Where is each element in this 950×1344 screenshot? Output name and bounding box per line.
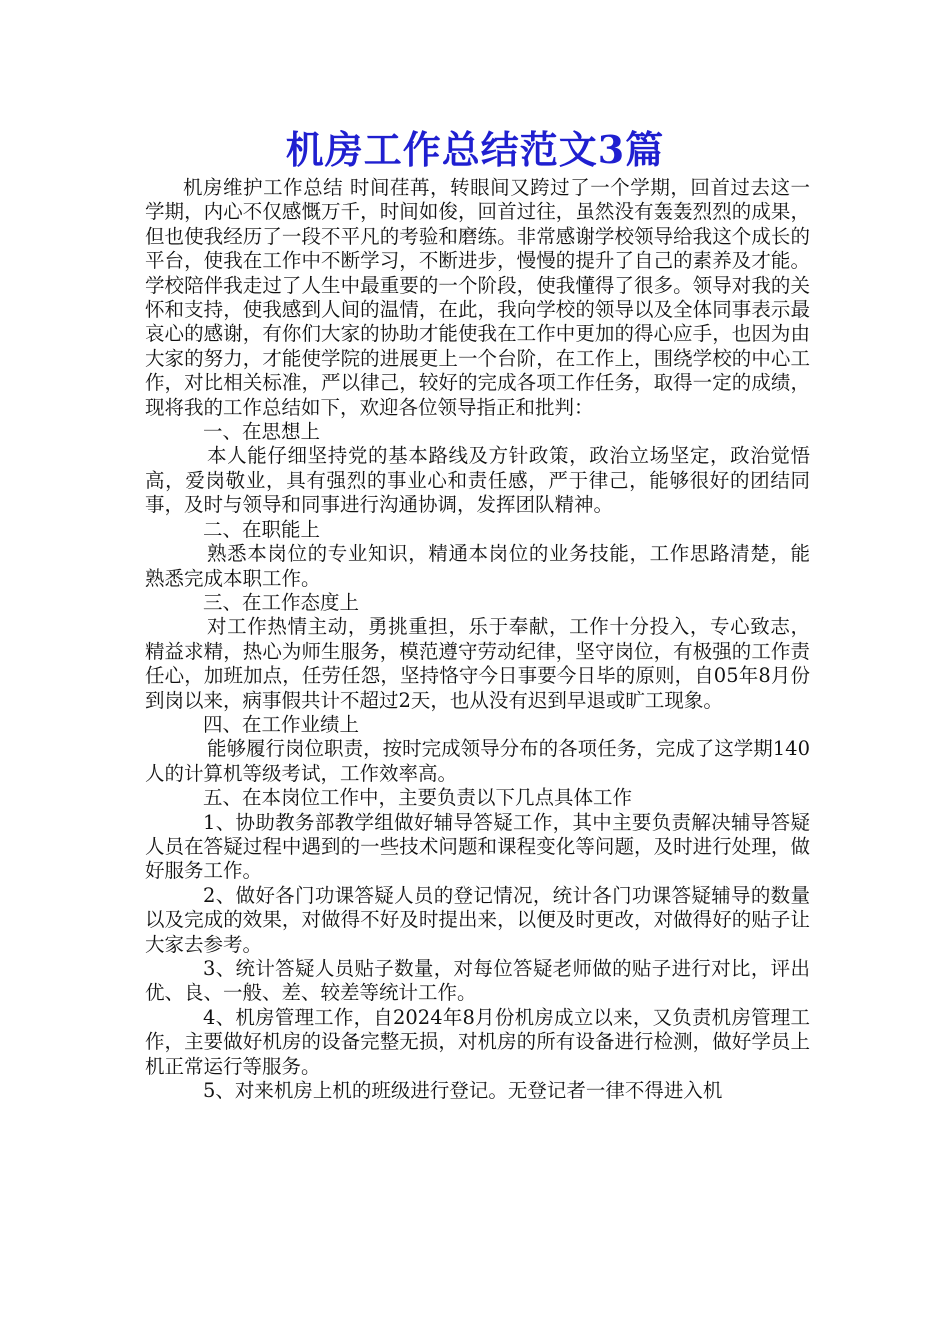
section-heading-thought: 一、在思想上 xyxy=(203,420,321,444)
section-body-attitude: 对工作热情主动，勇挑重担，乐于奉献，工作十分投入，专心致志，精益求精，热心为师生服务，模范遵守劳动纪律，坚守岗位，有极强的工作责任心，加班加点，任劳任怨，坚持恪守今日事要今日毕的原则，自05年8月份到岗以来，病事假共计不超过2天，也从没有迟到早退或旷工现象。 xyxy=(145,615,810,712)
section-body-function: 熟悉本岗位的专业知识，精通本岗位的业务技能，工作思路清楚，能熟悉完成本职工作。 xyxy=(145,542,810,590)
section-heading-duties: 五、在本岗位工作中，主要负责以下几点具体工作 xyxy=(203,786,633,810)
duty-item-5: 5、对来机房上机的班级进行登记。无登记者一律不得进入机 xyxy=(203,1079,723,1103)
duty-item-4: 4、机房管理工作，自2024年8月份机房成立以来，又负责机房管理工作，主要做好机房的设备完整无损，对机房的所有设备进行检测，做好学员上机正常运行等服务。 xyxy=(145,1005,810,1078)
section-heading-performance: 四、在工作业绩上 xyxy=(203,712,360,736)
section-heading-attitude: 三、在工作态度上 xyxy=(203,590,360,614)
duty-item-1: 1、协助教务部教学组做好辅导答疑工作，其中主要负责解决辅导答疑人员在答疑过程中遇到的一些技术问题和课程变化等问题，及时进行处理，做好服务工作。 xyxy=(145,810,810,883)
section-body-thought: 本人能仔细坚持党的基本路线及方针政策，政治立场坚定，政治觉悟高，爱岗敬业，具有强烈的事业心和责任感，严于律己，能够很好的团结同事，及时与领导和同事进行沟通协调，发挥团队精神。 xyxy=(145,444,810,517)
section-heading-function: 二、在职能上 xyxy=(203,517,321,541)
duty-item-2: 2、做好各门功课答疑人员的登记情况，统计各门功课答疑辅导的数量以及完成的效果，对做得不好及时提出来，以便及时更改，对做得好的贴子让大家去参考。 xyxy=(145,883,810,956)
duty-item-3: 3、统计答疑人员贴子数量，对每位答疑老师做的贴子进行对比，评出优、良、一般、差、较差等统计工作。 xyxy=(145,957,810,1005)
intro-paragraph: 机房维护工作总结 时间荏苒，转眼间又跨过了一个学期，回首过去这一学期，内心不仅感慨万千，时间如俊，回首过往，虽然没有轰轰烈烈的成果，但也使我经历了一段不平凡的考验和磨练。非常感谢学校领导给我这个成长的平台，使我在工作中不断学习，不断进步，慢慢的提升了自己的素养及才能。学校陪伴我走过了人生中最重要的一个阶段，使我懂得了很多。领导对我的关怀和支持，使我感到人间的温情，在此，我向学校的领导以及全体同事表示最哀心的感谢，有你们大家的协助才能使我在工作中更加的得心应手，也因为由大家的努力，才能使学院的进展更上一个台阶，在工作上，围绕学校的中心工作，对比相关标准，严以律己，较好的完成各项工作任务，取得一定的成绩，现将我的工作总结如下，欢迎各位领导指正和批判： xyxy=(145,176,810,419)
section-body-performance: 能够履行岗位职责，按时完成领导分布的各项任务，完成了这学期140人的计算机等级考试，工作效率高。 xyxy=(145,737,810,785)
document-body xyxy=(145,176,810,1103)
document-title: 机房工作总结范文3篇 xyxy=(285,127,665,172)
